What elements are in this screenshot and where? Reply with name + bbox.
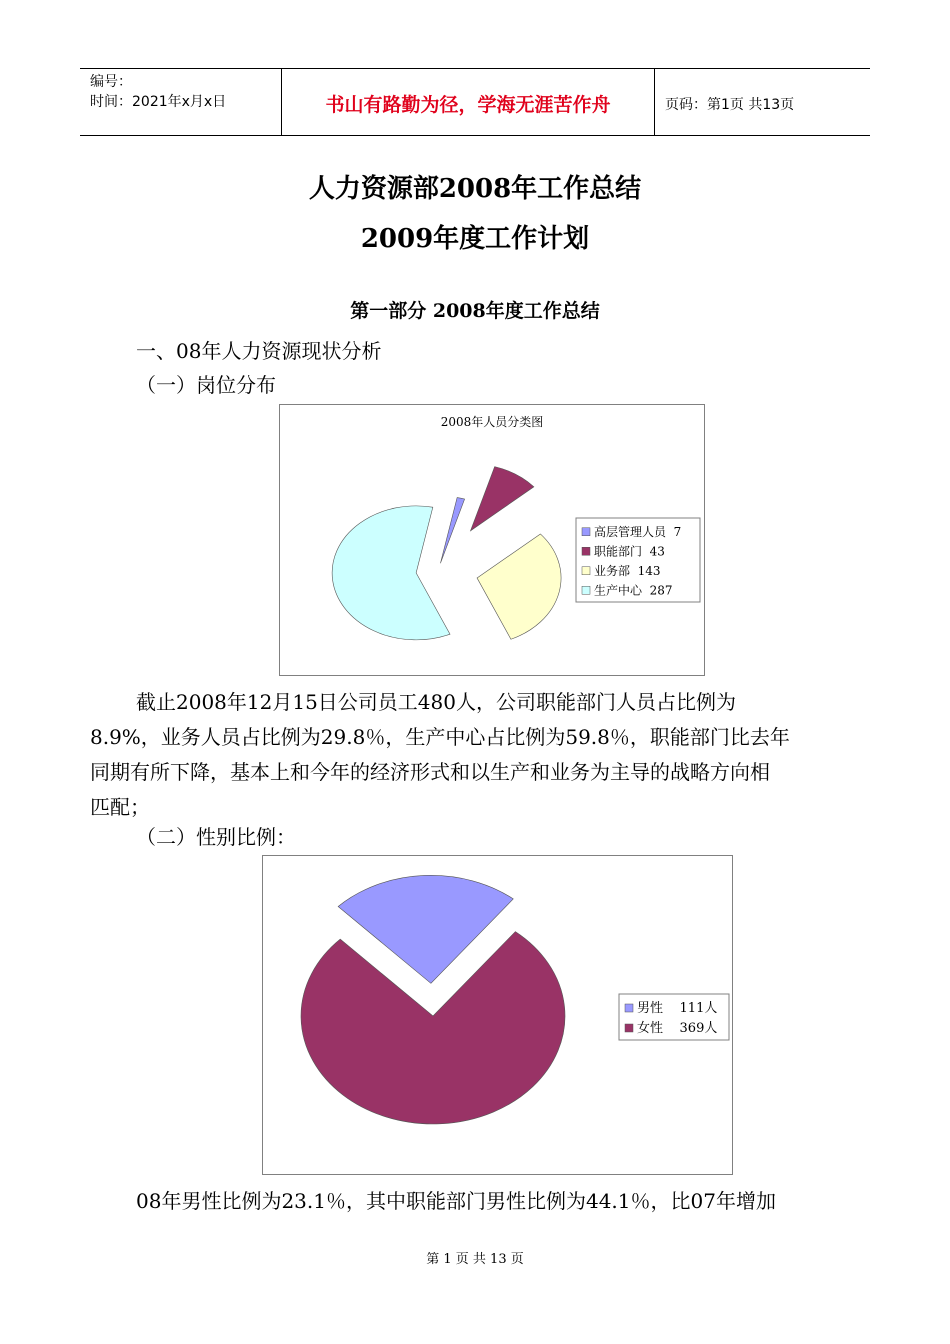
document-title-line1: 人力资源部2008年工作总结 <box>308 174 642 204</box>
document-title-line2: 2009年度工作计划 <box>360 224 590 254</box>
chart-gender-ratio-svg <box>263 856 732 1174</box>
page-footer: 第 1 页 共 13 页 <box>426 1252 524 1267</box>
legend-entry: 职能部门 43 <box>594 544 665 559</box>
legend-swatch <box>625 1024 633 1032</box>
legend-swatch <box>625 1004 633 1012</box>
paragraph-line: 同期有所下降，基本上和今年的经济形式和以生产和业务为主导的战略方向相 <box>90 760 770 784</box>
header-motto: 书山有路勤为径，学海无涯苦作舟 <box>325 94 611 116</box>
legend-swatch <box>582 567 590 575</box>
legend-entry: 业务部 143 <box>594 563 661 578</box>
paragraph-line: 8.9%，业务人员占比例为29.8％，生产中心占比例为59.8％，职能部门比去年 <box>90 725 790 749</box>
legend-swatch <box>582 547 590 555</box>
section-heading-hr-analysis: 一、08年人力资源现状分析 <box>136 339 382 363</box>
chart-staff-classification <box>279 404 705 676</box>
legend-swatch <box>582 586 590 594</box>
pie-slice-3 <box>477 534 561 639</box>
document-number-label: 编号： <box>90 74 132 90</box>
paragraph-line: 截止2008年12月15日公司员工480人，公司职能部门人员占比例为 <box>136 690 736 714</box>
header-divider-right <box>654 68 655 136</box>
chart-gender-ratio <box>262 855 733 1175</box>
header-bottom-rule <box>80 135 870 136</box>
subsection-heading-gender-ratio: （二）性别比例： <box>136 825 296 849</box>
paragraph-position-stats <box>90 685 860 825</box>
part-one-title: 第一部分 2008年度工作总结 <box>350 300 600 322</box>
pie-slice-4 <box>332 506 450 640</box>
subsection-heading-position-distribution: （一）岗位分布 <box>136 373 276 397</box>
chart-staff-classification-svg <box>280 405 704 675</box>
page-number-label: 页码：第1页 共13页 <box>665 97 795 113</box>
legend-entry: 高层管理人员 7 <box>594 524 682 539</box>
pie-slice-2 <box>471 467 534 531</box>
pie-slice-1 <box>440 498 464 564</box>
header-top-rule <box>80 68 870 69</box>
legend-entry: 男性 111人 <box>637 1001 718 1016</box>
paragraph-line: 08年男性比例为23.1％，其中职能部门男性比例为44.1％，比07年增加 <box>136 1189 776 1213</box>
legend-entry: 生产中心 287 <box>594 583 673 598</box>
paragraph-line: 匹配； <box>90 795 150 819</box>
legend-entry: 女性 369人 <box>637 1021 718 1036</box>
paragraph-gender-stats <box>90 1184 860 1219</box>
legend-swatch <box>582 528 590 536</box>
document-time-label: 时间：2021年x月x日 <box>90 94 227 110</box>
chart-title: 2008年人员分类图 <box>440 415 544 429</box>
